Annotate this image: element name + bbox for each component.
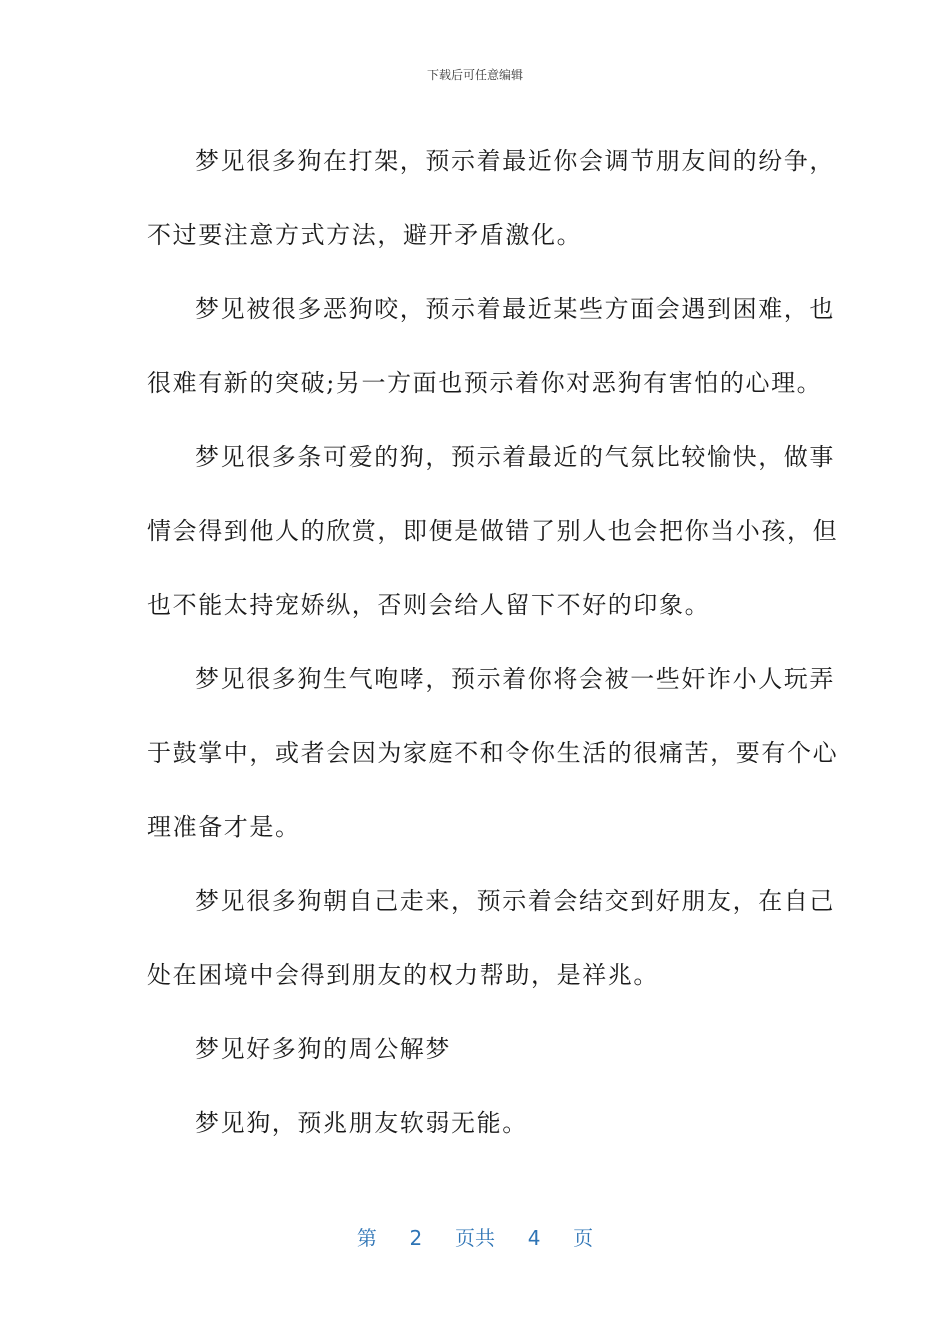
footer-middle: 页共 xyxy=(455,1226,495,1250)
footer-suffix: 页 xyxy=(573,1226,594,1250)
document-body xyxy=(147,124,839,1160)
footer-prefix: 第 xyxy=(356,1226,377,1250)
text-line: 梦见被很多恶狗咬，预示着最近某些方面会遇到困难，也 xyxy=(195,295,835,323)
text-line: 很难有新的突破;另一方面也预示着你对恶狗有害怕的心理。 xyxy=(147,369,823,397)
current-page-number: 2 xyxy=(409,1226,423,1250)
section-heading: 梦见好多狗的周公解梦 xyxy=(195,1035,451,1063)
text-line: 梦见很多狗在打架，预示着最近你会调节朋友间的纷争， xyxy=(195,147,835,175)
text-line: 梦见很多狗生气咆哮，预示着你将会被一些奸诈小人玩弄 xyxy=(195,665,835,693)
text-line: 于鼓掌中，或者会因为家庭不和令你生活的很痛苦，要有个心 xyxy=(147,739,839,767)
text-line: 处在困境中会得到朋友的权力帮助，是祥兆。 xyxy=(147,961,659,989)
text-line: 不过要注意方式方法，避开矛盾激化。 xyxy=(147,221,583,249)
total-pages-number: 4 xyxy=(527,1226,541,1250)
text-line: 也不能太持宠娇纵，否则会给人留下不好的印象。 xyxy=(147,591,711,619)
text-line: 理准备才是。 xyxy=(147,813,301,841)
text-line: 梦见狗，预兆朋友软弱无能。 xyxy=(195,1109,528,1137)
page-footer xyxy=(0,1222,950,1251)
text-line: 梦见很多狗朝自己走来，预示着会结交到好朋友，在自己 xyxy=(195,887,835,915)
page-header: 下载后可任意编辑 xyxy=(426,68,523,82)
text-line: 情会得到他人的欣赏，即便是做错了别人也会把你当小孩，但 xyxy=(147,517,839,545)
text-line: 梦见很多条可爱的狗，预示着最近的气氛比较愉快，做事 xyxy=(195,443,835,471)
